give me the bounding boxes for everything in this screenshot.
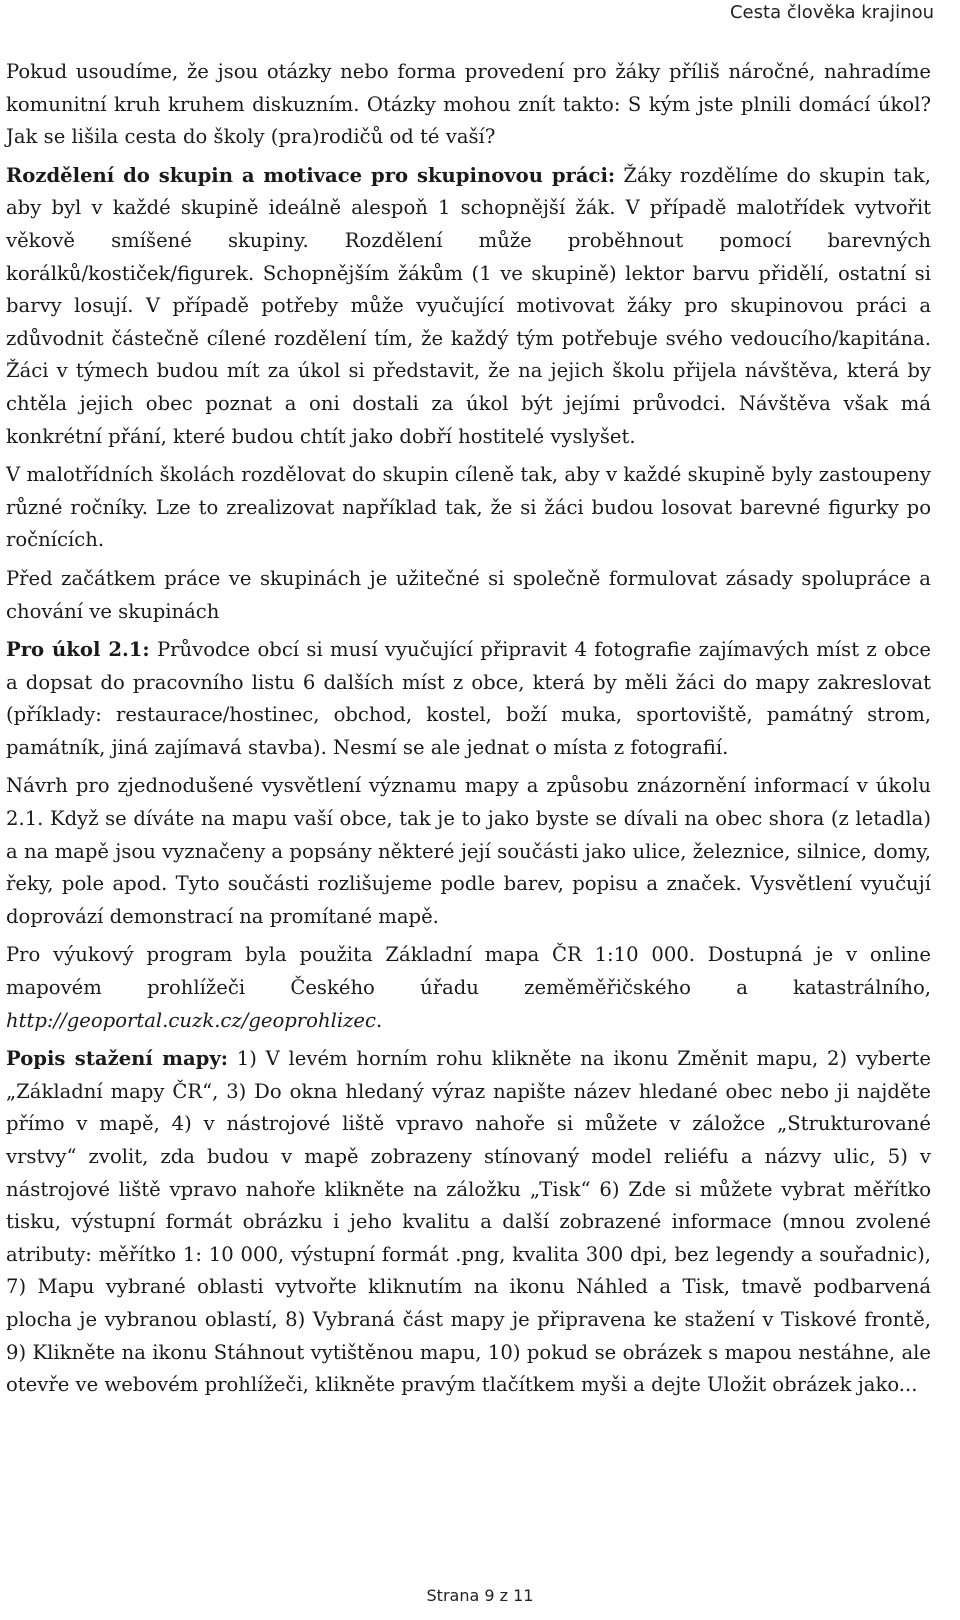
- geoportal-link[interactable]: http://geoportal.cuzk.cz/geoprohlizec: [6, 1008, 377, 1032]
- group-division-heading: Rozdělení do skupin a motivace pro skupinovou práci:: [6, 163, 616, 187]
- paragraph-task-2-1: [6, 634, 931, 764]
- running-header: Cesta člověka krajinou: [729, 2, 934, 23]
- group-division-text: Žáky rozdělíme do skupin tak, aby byl v každé skupině ideálně alespoň 1 schopnější žák. V případě malotřídek vytvořit věkově smíšené skupiny. Rozdělení může proběhnout pomocí barevných korálků/kostiček/figurek. Schopnějším žákům (1 ve skupině) lektor barvu přidělí, ostatní si barvy losují. V případě potřeby může vyučující motivovat žáky pro skupinovou práci a zdůvodnit částečně cílené rozdělení tím, že každý tým potřebuje svého vedoucího/kapitána. Žáci v týmech budou mít za úkol si představit, že na jejich školu přijela návštěva, která by chtěla jejich obec poznat a oni dostali za úkol být jejími průvodci. Návštěva však má konkrétní přání, které budou chtít jako dobří hostitelé vyslyšet.: [6, 163, 931, 448]
- page-number: Strana 9 z 11: [426, 1586, 534, 1605]
- paragraph-map-download: [6, 1043, 931, 1402]
- paragraph-map-source: [6, 939, 931, 1037]
- map-download-heading: Popis stažení mapy:: [6, 1047, 228, 1071]
- task-2-1-text: Průvodce obcí si musí vyučující připravit 4 fotografie zajímavých míst z obce a dopsat do pracovního listu 6 dalších míst z obce, která by měli žáci do mapy zakreslovat (příklady: restaurace/hostinec, obchod, kostel, boží muka, sportoviště, památný strom, památník, jiná zajímavá stavba). Nesmí se ale jednat o místa z fotografií.: [6, 638, 931, 759]
- paragraph-discussion-circle: Pokud usoudíme, že jsou otázky nebo forma provedení pro žáky příliš náročné, nahradíme komunitní kruh kruhem diskuzním. Otázky mohou znít takto: S kým jste plnili domácí úkol? Jak se lišila cesta do školy (pra)rodičů od té vaší?: [6, 60, 931, 149]
- paragraph-cooperation-rules: Před začátkem práce ve skupinách je užitečné si společně formulovat zásady spolupráce a chování ve skupinách: [6, 566, 931, 623]
- task-2-1-heading: Pro úkol 2.1:: [6, 638, 150, 662]
- map-source-text: Pro výukový program byla použita Základní mapa ČR 1:10 000. Dostupná je v online mapovém prohlížeči Českého úřadu zeměměřičského a katastrálního,: [6, 943, 931, 1000]
- document-body: [6, 56, 931, 1408]
- paragraph-group-division: [6, 160, 931, 453]
- map-download-text: 1) V levém horním rohu klikněte na ikonu Změnit mapu, 2) vyberte „Základní mapy ČR“, 3) Do okna hledaný výraz napište název hledané obec nebo ji najděte přímo v mapě, 4) v nástrojové liště vpravo nahoře si můžete v záložce „Strukturované vrstvy“ zvolit, zda budou v mapě zobrazeny stínovaný model reliéfu a názvy ulic, 5) v nástrojové liště vpravo nahoře klikněte na záložku „Tisk“ 6) Zde si můžete vybrat měřítko tisku, výstupní formát obrázku i jeho kvalitu a další zobrazené informace (mnou zvolené atributy: měřítko 1: 10 000, výstupní formát .png, kvalita 300 dpi, bez legendy a souřadnic), 7) Mapu vybrané oblasti vytvořte kliknutím na ikonu Náhled a Tisk, tmavě podbarvená plocha je vybranou oblastí, 8) Vybraná část mapy je připravena ke stažení v Tiskové frontě, 9) Klikněte na ikonu Stáhnout vytištěnou mapu, 10) pokud se obrázek s mapou nestáhne, ale otevře ve webovém prohlížeči, klikněte pravým tlačítkem myši a dejte Uložit obrázek jako...: [6, 1047, 931, 1397]
- map-source-end: .: [376, 1008, 383, 1032]
- paragraph-small-schools: V malotřídních školách rozdělovat do skupin cíleně tak, aby v každé skupině byly zastoupeny různé ročníky. Lze to zrealizovat například tak, že si žáci budou losovat barevné figurky po ročnících.: [6, 463, 931, 552]
- paragraph-map-explanation: Návrh pro zjednodušené vysvětlení významu mapy a způsobu znázornění informací v úkolu 2.1. Když se díváte na mapu vaší obce, tak je to jako byste se dívali na obec shora (z letadla) a na mapě jsou vyznačeny a popsány některé její součásti jako ulice, železnice, silnice, domy, řeky, pole apod. Tyto součásti rozlišujeme podle barev, popisu a značek. Vysvětlení vyučují doprovází demonstrací na promítané mapě.: [6, 774, 931, 928]
